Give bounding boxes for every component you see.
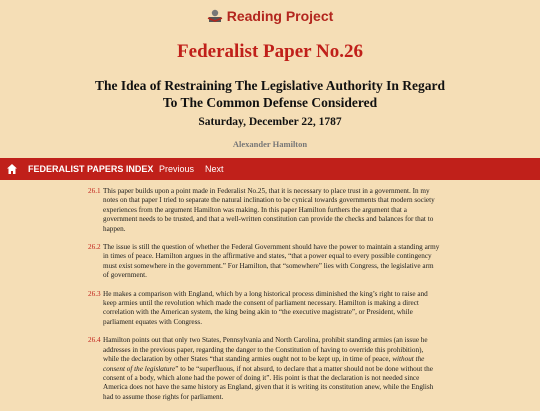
article-body — [88, 187, 440, 411]
paragraph-text: The issue is still the question of whether the Federal Government should have the power to maintain a standing army in times of peace. Hamilton argues in the affirmative and states, “that a power equal to every possible contingency must exist somewhere in the government.” For Hamilton, that “somewhere” lies with Congress, the legislative arm of government. — [103, 243, 440, 280]
previous-link[interactable]: Previous — [159, 164, 195, 174]
page-subtitle: The Idea of Restraining The Legislative Authority In Regard To The Common Defense Considered — [94, 78, 445, 110]
publication-date: Saturday, December 22, 1787 — [198, 116, 342, 128]
paragraph — [88, 336, 440, 402]
paragraph — [88, 243, 440, 281]
nav-bar — [0, 158, 540, 180]
paragraph-number: 26.3 — [88, 289, 101, 298]
index-link[interactable]: FEDERALIST PAPERS INDEX — [28, 164, 154, 174]
paragraph — [88, 187, 440, 234]
paragraph-text-part: Hamilton points out that only two States, Pennsylvania and North Carolina, prohibit standing armies (an issue he addresses in the previous paper, regarding the danger to the Constitution of having to override this prohibition), while the declaration by other States “that standing armies ought not to be kept up, in time of peace, — [103, 336, 428, 364]
page-title: Federalist Paper No.26 — [177, 41, 363, 62]
paragraph-text: He makes a comparison with England, which by a long historical process diminished the king’s right to raise and keep armies until the revolution which made the consent of parliament necessary. Hamilton is making a direct correlation with the American system, the king being akin to “the executive magistrate”, or President, while parliament equates with Congress. — [103, 289, 428, 326]
paragraph-number: 26.2 — [88, 243, 101, 252]
next-link[interactable]: Next — [205, 164, 224, 174]
paragraph-text: This paper builds upon a point made in Federalist No.25, that it is necessary to place trust in a government. In my notes on that paper I tried to separate the natural inclination to be cynical towards governments that modern society experiences from the argument Hamilton was making. In this paper Hamilton furthers the argument that a government needs to be trusted, and that a well-written constitution can provide the checks and balances for that to happen. — [103, 187, 435, 233]
paragraph-text-part: ” to be “superfluous, if not absurd, to declare that a matter should not be done without the consent of a body, which alone had the power of doing it”. His point is that the declaration is not needed since America does not have the same history as England, given that it is writing its constitution anew, while the English had to assume those rights for parliament. — [103, 364, 434, 401]
author-name: Alexander Hamilton — [232, 139, 308, 149]
home-icon[interactable] — [6, 163, 18, 175]
site-logo[interactable] — [0, 8, 540, 24]
paragraph-number: 26.4 — [88, 336, 101, 345]
emphasized-text: without the consent of the legislature — [103, 355, 425, 373]
logo-text: Reading Project — [226, 8, 334, 24]
paragraph — [88, 290, 440, 328]
paragraph-number: 26.1 — [88, 187, 101, 195]
paragraph-text — [103, 336, 440, 402]
reader-logo-icon — [207, 8, 223, 24]
